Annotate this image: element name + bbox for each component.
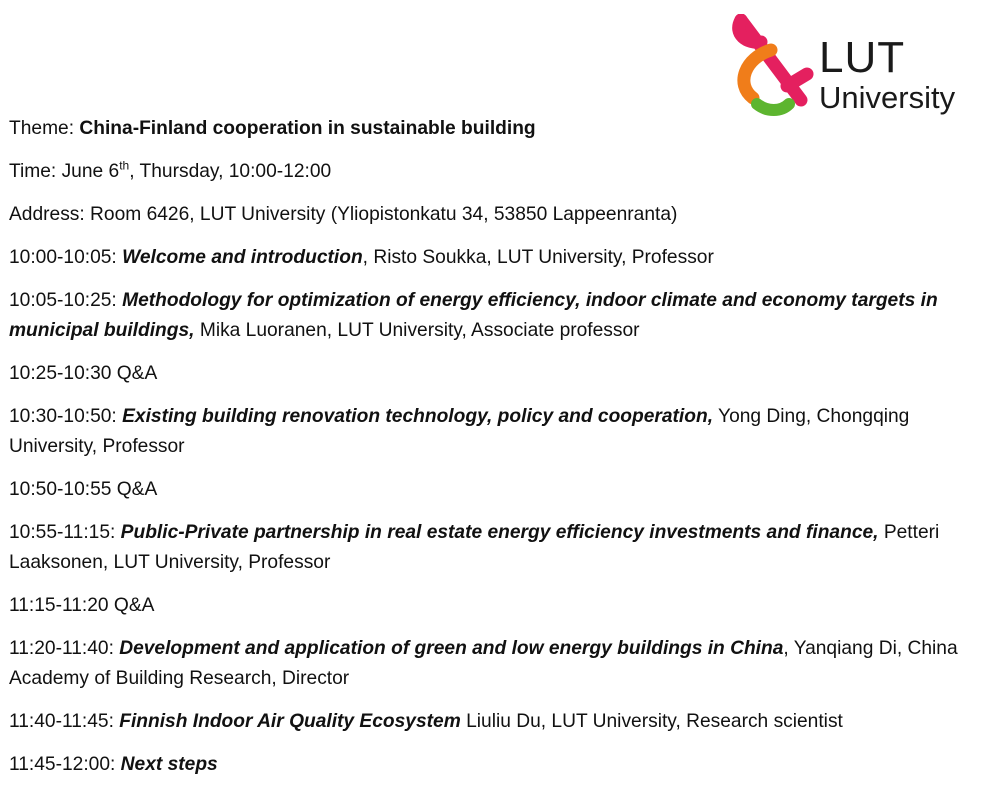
agenda-item [9, 243, 979, 273]
agenda-time: 11:40-11:45: [9, 711, 120, 732]
agenda-detail: Mika Luoranen, LUT University, Associate professor [194, 320, 640, 341]
agenda-title: Development and application of green and low energy buildings in China [119, 638, 784, 659]
agenda-time: 10:50-10:55 Q&A [9, 479, 158, 500]
address-text: Address: Room 6426, LUT University (Yliopistonkatu 34, 53850 Lappeenranta) [9, 204, 678, 225]
logo-lut-text: LUT [819, 33, 906, 82]
lut-university-logo [727, 14, 977, 120]
time-rest: , Thursday, 10:00-12:00 [129, 161, 332, 182]
agenda-item [9, 634, 979, 694]
agenda-item [9, 402, 979, 462]
agenda-time: 11:15-11:20 Q&A [9, 595, 155, 616]
logo-text [819, 33, 956, 115]
agenda-item [9, 286, 979, 346]
time-line [9, 157, 979, 187]
theme-line [9, 114, 979, 144]
logo-university-text: University [819, 80, 956, 115]
agenda-title: Finnish Indoor Air Quality Ecosystem [119, 711, 461, 732]
theme-label: Theme: [9, 118, 80, 139]
agenda-detail: , Yanqiang Di, China Academy of Building Research, Director [9, 638, 958, 689]
agenda-time: 10:30-10:50: [9, 406, 123, 427]
theme-value: China-Finland cooperation in sustainable building [79, 118, 536, 139]
ampersand-logo-icon [727, 14, 819, 120]
agenda-title: Public-Private partnership in real estate energy efficiency investments and finance, [120, 522, 879, 543]
agenda-title: Next steps [120, 754, 218, 775]
agenda-item [9, 475, 979, 505]
agenda-time: 10:05-10:25: [9, 290, 123, 311]
agenda-item [9, 750, 979, 780]
agenda-document [9, 114, 979, 793]
agenda-detail: , Risto Soukka, LUT University, Professor [362, 247, 714, 268]
agenda-time: 11:45-12:00: [9, 754, 121, 775]
agenda-detail: Petteri Laaksonen, LUT University, Professor [9, 522, 940, 573]
agenda-time: 11:20-11:40: [9, 638, 120, 659]
agenda-item [9, 359, 979, 389]
agenda-title: Existing building renovation technology, policy and cooperation, [122, 406, 714, 427]
agenda-item [9, 707, 979, 737]
agenda-detail: Liuliu Du, LUT University, Research scientist [460, 711, 843, 732]
time-superscript: th [119, 158, 130, 173]
agenda-time: 10:55-11:15: [9, 522, 121, 543]
agenda-item [9, 518, 979, 578]
time-label: Time: June 6 [9, 161, 120, 182]
agenda-time: 10:00-10:05: [9, 247, 123, 268]
agenda-detail: Yong Ding, Chongqing University, Professor [9, 406, 910, 457]
address-line [9, 200, 979, 230]
agenda-title: Welcome and introduction [122, 247, 363, 268]
agenda-title: Methodology for optimization of energy efficiency, indoor climate and economy targets in municipal buildings, [9, 290, 938, 341]
agenda-item [9, 591, 979, 621]
agenda-time: 10:25-10:30 Q&A [9, 363, 158, 384]
